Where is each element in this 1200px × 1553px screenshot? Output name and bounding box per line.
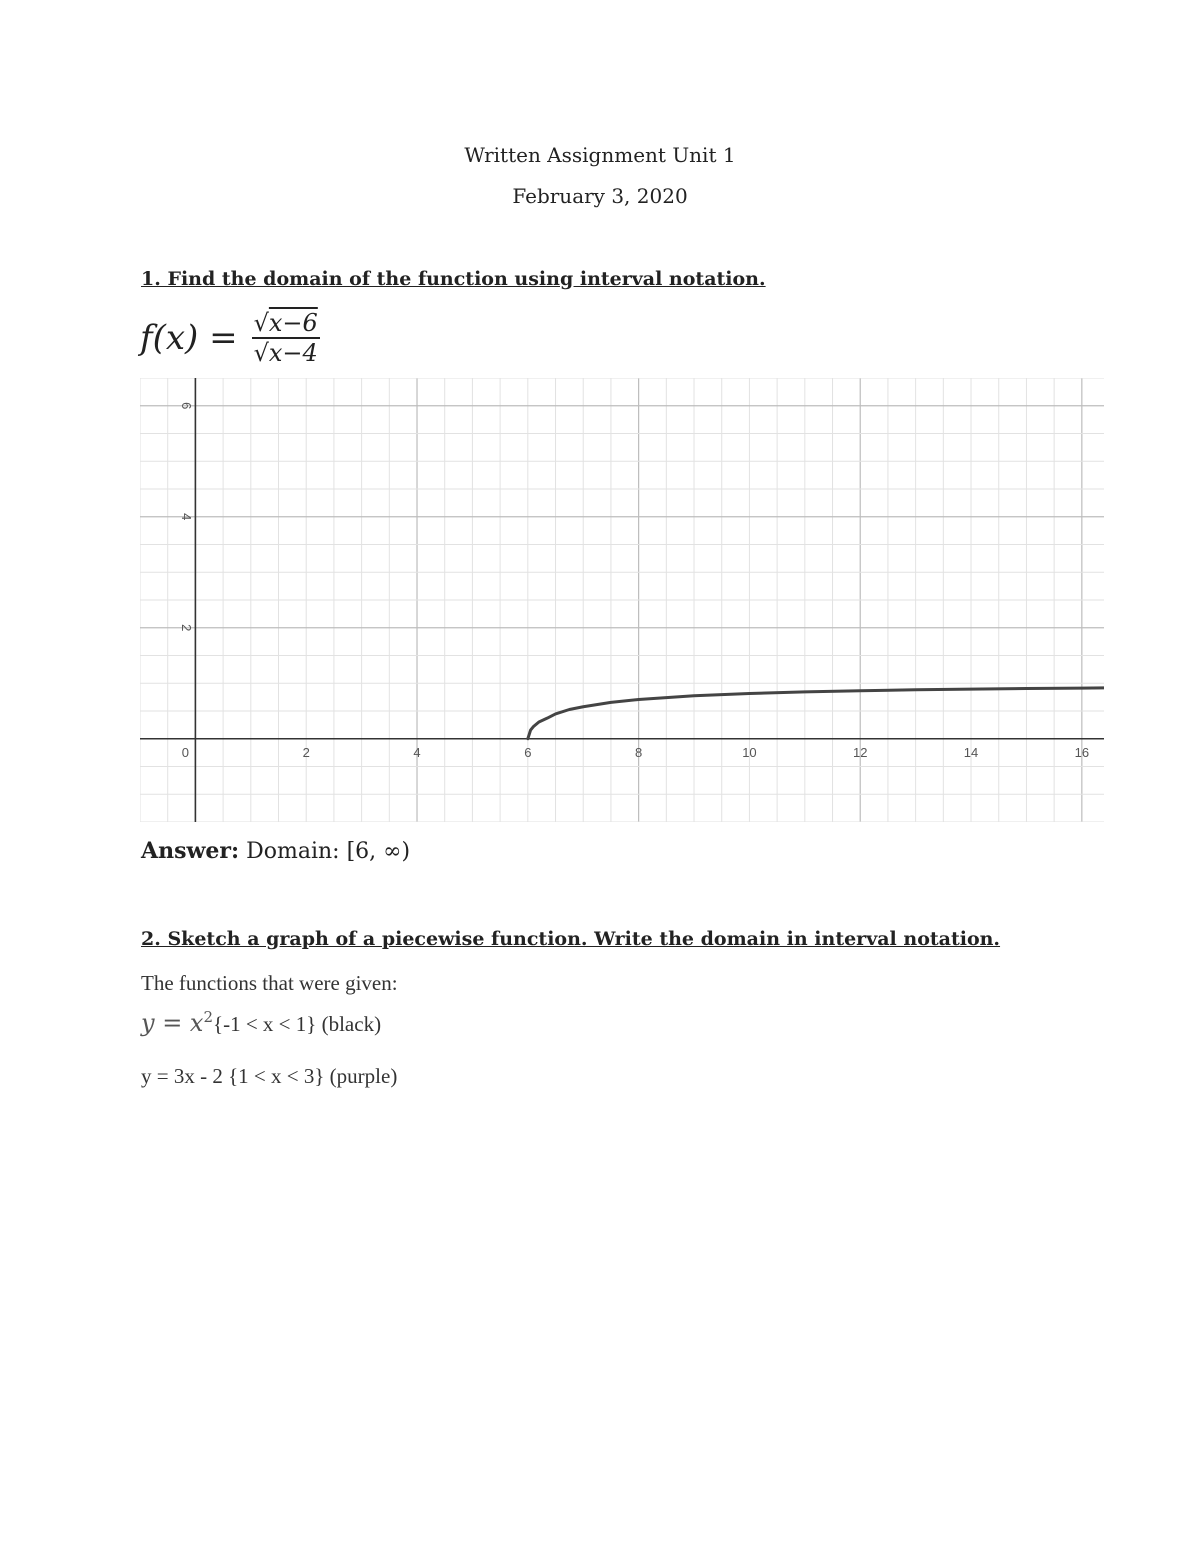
x-tick-label: 4 — [413, 744, 421, 760]
radical-sign: √ — [253, 309, 269, 337]
x-tick-label: 10 — [742, 744, 757, 760]
function-1-exponent: 2 — [203, 1008, 214, 1026]
x-tick-label: 16 — [1074, 744, 1090, 760]
answer-line — [141, 838, 410, 864]
function-formula — [140, 306, 320, 370]
function-1-condition: {-1 < x < 1} (black) — [213, 1012, 382, 1036]
graph-tick-labels — [179, 402, 1089, 760]
formula-denominator — [252, 339, 320, 366]
function-graph — [140, 378, 1104, 822]
y-tick-label: 6 — [178, 402, 194, 410]
x-tick-label: 8 — [635, 744, 643, 760]
x-tick-label: 14 — [963, 744, 979, 760]
y-tick-label: 4 — [178, 513, 194, 521]
x-tick-label: 2 — [302, 744, 310, 760]
function-1-base: y = x — [141, 1009, 204, 1037]
x-tick-label: 0 — [181, 744, 190, 760]
piecewise-function-1 — [141, 1008, 381, 1037]
formula-numerator — [252, 310, 320, 339]
given-functions-intro: The functions that were given: — [141, 971, 398, 995]
graph-grid — [140, 378, 1104, 822]
question-2-prompt: 2. Sketch a graph of a piecewise function. Write the domain in interval notation. — [141, 928, 1001, 950]
document-date: February 3, 2020 — [512, 184, 688, 208]
answer-label: Answer: — [141, 838, 240, 864]
graph-plot — [528, 688, 1104, 739]
document-title: Written Assignment Unit 1 — [464, 143, 736, 167]
function-1-math — [141, 1008, 213, 1037]
x-tick-label: 6 — [524, 744, 532, 760]
series-line-0 — [528, 688, 1104, 739]
piecewise-function-2: y = 3x - 2 {1 < x < 3} (purple) — [141, 1064, 398, 1088]
x-tick-label: 12 — [852, 744, 868, 760]
radical-sign: √ — [253, 339, 269, 367]
y-tick-label: 2 — [178, 624, 194, 632]
formula-lhs: f(x) = — [140, 318, 238, 358]
answer-domain: Domain: [6, ∞) — [246, 839, 411, 864]
numerator-radicand: x−6 — [268, 309, 318, 337]
question-1-prompt: 1. Find the domain of the function using interval notation. — [141, 268, 766, 290]
formula-fraction — [252, 310, 320, 366]
denominator-radicand: x−4 — [268, 339, 318, 367]
